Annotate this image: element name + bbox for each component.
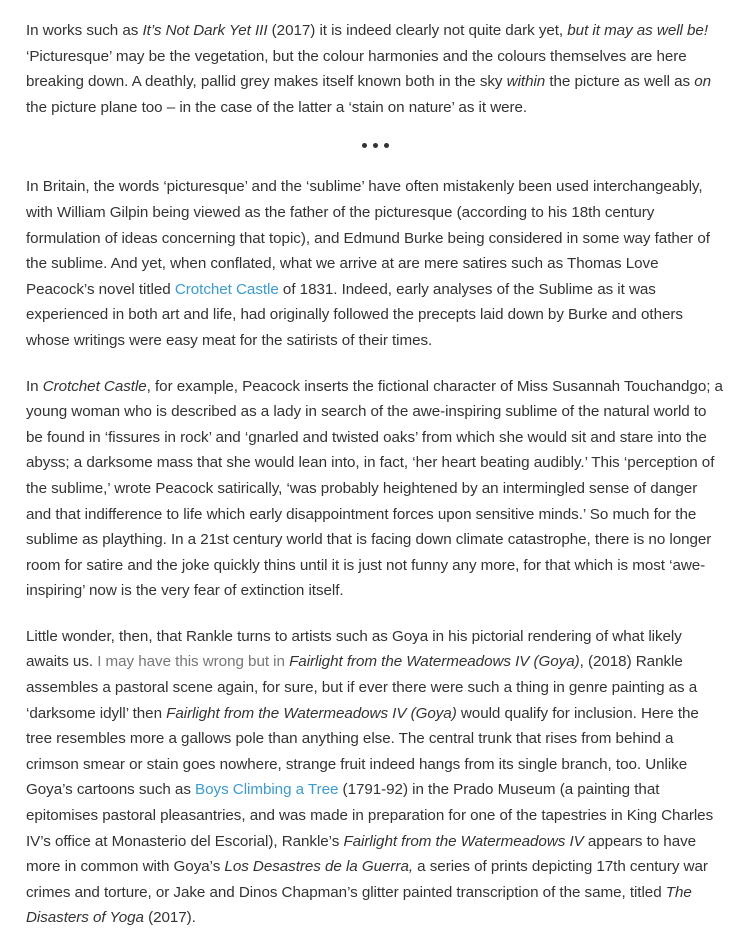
paragraph-text-muted: I may have this wrong but in [97,653,290,671]
artwork-title: The Disasters of Yoga [26,883,692,927]
emphasis-text: within [506,73,546,91]
separator-dot [384,143,389,148]
paragraph-text: would qualify for inclusion. Here the tree resembles more a gallows pole than anything else. The central trunk that rises from behind a crimson smear or stain goes nowhere, strange fruit indeed hangs from its single branch, too. Unlike Goya’s cartoons such as [26,704,699,799]
paragraph-text: (1791-92) in the Prado Museum (a painting that epitomises pastoral pleasantries, and was made in preparation for one of the tapestries in King Charles IV’s office at Monasterio del Escorial), Rankle’s [26,781,714,850]
paragraph-text: (2017). [143,909,196,927]
paragraph-text: , (2018) Rankle assembles a pastoral scene again, for sure, but if ever there were such a thing in genre painting as a ‘darksome idyll’ then [26,653,698,722]
emphasis-text: but it may as well be! [567,22,708,39]
paragraph-4 [26,624,725,931]
paragraph-text: In works such as [26,22,143,39]
paragraph-text: , for example, Peacock inserts the fictional character of Miss Susannah Touchandgo; a young woman who is described as a lady in search of the awe-inspiring sublime of the natural world to be found in ‘fissures in rock’ and ‘gnarled and twisted oaks’ from which she would sit and stare into the abyss; a darksome mass that she would lean into, in fact, ‘her heart beating audibly.’ This ‘perception of the sublime,’ wrote Peacock satirically, ‘was probably heightened by an intermingled sense of danger and that indifference to life which early disappointment forces upon sensitive minds.’ So much for the sublime as plaything. In a 21st century world that is facing down climate catastrophe, there is no longer room for satire and the joke quickly thins until it is just not funny any more, for that which is most ‘awe-inspiring’ now is the very fear of extinction itself. [26,377,723,600]
paragraph-text: ‘Picturesque’ may be the vegetation, but the colour harmonies and the colours themselves are here breaking down. A deathly, pallid grey makes itself known both in the sky [26,47,687,91]
paragraph-text: appears to have more in common with Goya’s [26,832,697,876]
artwork-title: Fairlight from the Watermeadows IV [343,832,584,850]
paragraph-text: the picture plane too – in the case of the latter a ‘stain on nature’ as it were. [26,98,528,116]
paragraph-text: a series of prints depicting 17th century war crimes and torture, or Jake and Dinos Chapman’s glitter painted transcription of the same, titled [26,858,708,901]
paragraph-text: of 1831. Indeed, early analyses of the Sublime as it was experienced in both art and life, had originally followed the precepts laid down by Burke and others whose writings were easy meat for the satirists of their times. [26,280,683,349]
artwork-title: Fairlight from the Watermeadows IV (Goya) [289,653,580,671]
artwork-title: Los Desastres de la Guerra, [224,858,414,876]
paragraph-2 [26,174,725,353]
paragraph-text: Little wonder, then, that Rankle turns to artists such as Goya in his pictorial rendering of what likely awaits us. [26,627,682,671]
crotchet-castle-link[interactable]: Crotchet Castle [174,280,279,298]
paragraph-text: the picture as well as [545,73,695,91]
boys-climbing-a-tree-link[interactable]: Boys Climbing a Tree [195,781,339,799]
three-dots-separator-icon [26,140,725,152]
artwork-title: Fairlight from the Watermeadows IV (Goya) [166,704,457,722]
separator-dot [362,143,367,148]
paragraph-text: (2017) it is indeed clearly not quite dark yet, [267,22,568,39]
book-title: Crotchet Castle [42,377,147,395]
artwork-title: It’s Not Dark Yet III [142,22,268,39]
emphasis-text: on [694,73,712,91]
paragraph-text: In Britain, the words ‘picturesque’ and the ‘sublime’ have often mistakenly been used interchangeably, with William Gilpin being viewed as the father of the picturesque (according to his 18th century formulation of ideas concerning that topic), and Edmund Burke being considered in some way father of the sublime. And yet, when conflated, what we arrive at are mere satires such as Thomas Love Peacock’s novel titled [26,178,710,298]
paragraph-text: In [26,377,43,395]
paragraph-3 [26,374,725,604]
separator-dot [373,143,378,148]
paragraph-1 [26,18,725,120]
